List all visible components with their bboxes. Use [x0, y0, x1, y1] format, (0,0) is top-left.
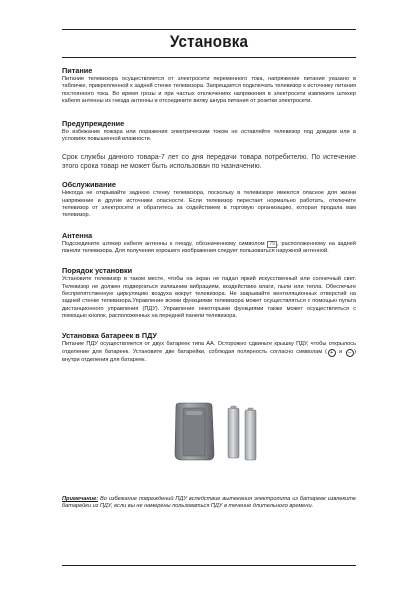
- section-heading: Антенна: [62, 230, 93, 240]
- minus-polarity-icon: –: [346, 349, 354, 357]
- battery-icon: [245, 408, 256, 460]
- section-text: Никогда не открывайте заднюю стенку телевизора, поскольку в телевизоре имеются опасное для жизни напряжение и другие источники опасности. Если телевизор перестает нормально работать, отключите телевизор от электросети и обратитесь за содействием в торговую организацию, которая продала вам телевизор.: [62, 190, 356, 219]
- plus-polarity-icon: +: [328, 349, 336, 357]
- section-antenna: [62, 231, 356, 256]
- remote-control-icon: [175, 403, 214, 460]
- section-heading: Порядок установки: [62, 266, 133, 276]
- battery-icon: [228, 406, 239, 458]
- antenna-socket-symbol: 75: [269, 240, 276, 247]
- section-heading: Обслуживание: [62, 180, 116, 190]
- top-rule: [62, 29, 356, 30]
- note-label: Примечание:: [62, 496, 99, 502]
- section-text: Во избежание пожара или поражения электрическим током не оставляйте телевизор под дождем или в условиях повышенной влажности.: [62, 129, 356, 143]
- section-text: [62, 341, 356, 364]
- bottom-rule: [62, 565, 356, 566]
- battery-text-start: Питание ПДУ осуществляется от двух батареек типа АА. Осторожно сдвиньте крышку ПДУ, чтобы открылось отделение для батареек. Установите две батарейки, соблюдая полярность согласно символам (: [62, 341, 356, 355]
- section-warning: [62, 119, 356, 171]
- antenna-text-end: , расположенному на задней панели телевизора. Для получения хорошего изображения следует пользоваться наружной антенной.: [62, 240, 356, 255]
- section-heading: Предупреждение: [62, 119, 125, 129]
- note-body: Во избежание повреждений ПДУ вследствие вытекания электролита из батареек извлеките батарейки из ПДУ, если вы не намерены пользоваться ПДУ в течение длительного времени.: [62, 496, 356, 510]
- section-maintenance: [62, 180, 356, 219]
- battery-installation-illustration: [170, 402, 270, 462]
- service-life-text: Срок службы данного товара-7 лет со дня передачи товара потребителю. По истечение этого срока товар не может быть использован по назначению.: [62, 153, 356, 171]
- section-batteries: [62, 331, 356, 364]
- antenna-text-start: Подсоедините штекер кабеля антенны к гнезду, обозначенному символом: [62, 240, 265, 247]
- section-installation: [62, 266, 356, 320]
- section-text: [62, 241, 356, 256]
- title-rule: [62, 57, 356, 58]
- page-title: Установка: [169, 33, 249, 51]
- section-heading: Установка батареек в ПДУ: [62, 331, 157, 341]
- battery-text-and: и: [339, 348, 343, 355]
- section-power: [62, 66, 356, 105]
- note-block: [62, 496, 356, 511]
- section-heading: Питание: [62, 66, 93, 75]
- section-text: Питание телевизора осуществляется от электросети переменного тока, напряжение питания указано в табличке, прикрепленной к задней стенке телевизора. Запрещается подключать телевизор к источнику питания постоянного тока. Во время грозы и при частых отключениях напряжения в электросети извлеките штекер кабеля антенны из гнезда антенны и отсоедините вилку шнура питания от розетки электросети.: [62, 76, 356, 104]
- section-text: Установите телевизор в таком месте, чтобы на экран не падал яркий искусственный или солнечный свет. Телевизор не должен подвергаться излишним вибрациям, воздействию влаги, пыли или тепла. Обеспечьте беспрепятственную циркуляцию воздуха вокруг телевизора. Не закрывайте вентиляционных отверстий на задней стенке телевизора.Управление всеми функциями телевизора может осуществляться с помощью пульта дистанционного управления (ПДУ). Управление некоторыми функциями также может осуществляться с помощью кнопок, расположенных на передней панели телевизора.: [62, 276, 356, 319]
- note-text: [62, 496, 356, 511]
- battery-text-end: ) внутри отделения для батареек.: [62, 348, 356, 363]
- page-content: [62, 66, 356, 364]
